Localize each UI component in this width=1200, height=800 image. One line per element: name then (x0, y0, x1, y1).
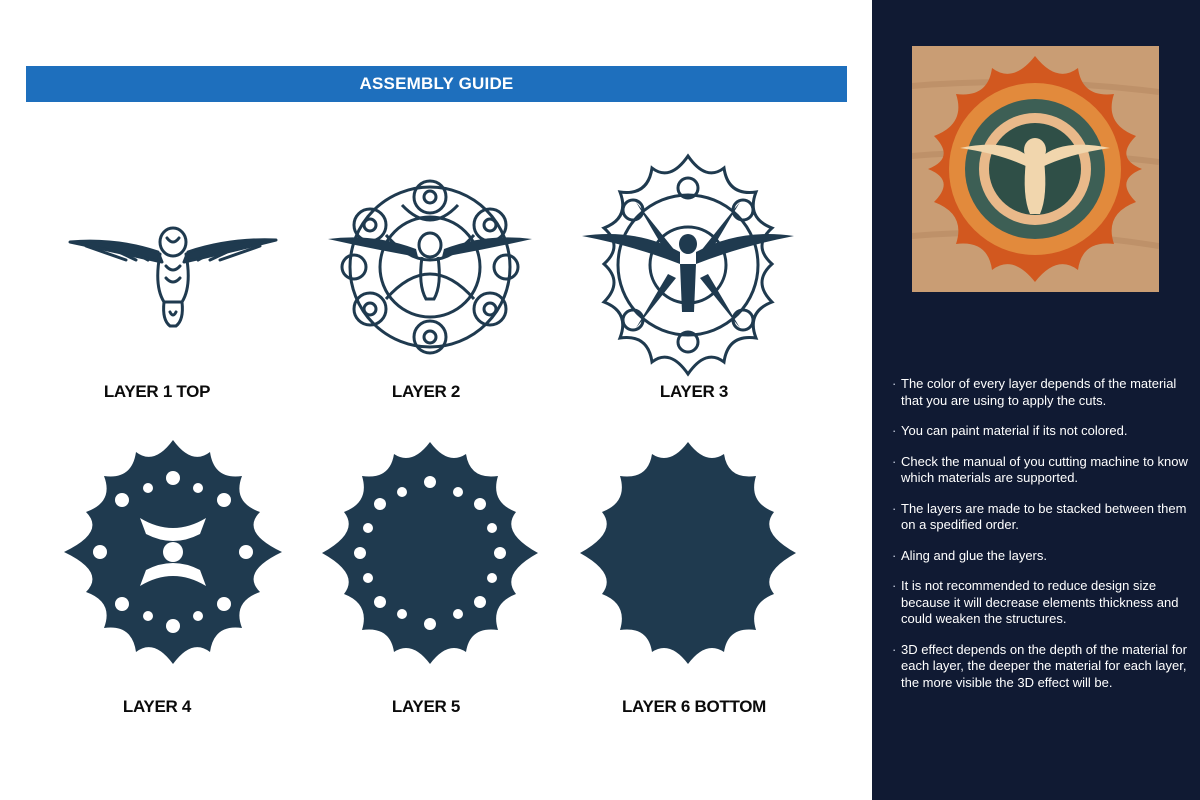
layer-2-label: LAYER 2 (391, 382, 461, 401)
layer-5-illustration (318, 440, 542, 666)
assembly-notes (892, 376, 1192, 705)
note-item: · 3D effect depends on the depth of the material for each layer, the deeper the material for each layer, the more visible the 3D effect will be. (892, 642, 1192, 692)
layer-6-label: LAYER 6 BOTTOM (621, 697, 767, 716)
layer-1-illustration (66, 216, 280, 334)
note-item: · The color of every layer depends of the material that you are using to apply the cuts. (892, 376, 1192, 409)
layer-2-illustration (326, 175, 534, 359)
note-item: · Check the manual of you cutting machine to know which materials are supported. (892, 454, 1192, 487)
layer-4-label: LAYER 4 (122, 697, 192, 716)
note-item: · Aling and glue the layers. (892, 548, 1192, 565)
note-item: · You can paint material if its not colored. (892, 423, 1192, 440)
assembly-guide-banner (26, 66, 847, 102)
note-item: · The layers are made to be stacked between them on a spedified order. (892, 501, 1192, 534)
layer-3-illustration (576, 152, 800, 378)
layer-6-illustration (576, 440, 800, 666)
banner-title: ASSEMBLY GUIDE (359, 74, 514, 93)
assembled-product-photo (912, 46, 1159, 292)
info-panel (872, 0, 1200, 800)
layer-4-illustration (60, 438, 286, 666)
layer-5-label: LAYER 5 (391, 697, 461, 716)
note-item: · It is not recommended to reduce design size because it will decrease elements thickness and could weaken the structures. (892, 578, 1192, 628)
layer-3-label: LAYER 3 (659, 382, 729, 401)
layer-1-label: LAYER 1 TOP (103, 382, 211, 401)
